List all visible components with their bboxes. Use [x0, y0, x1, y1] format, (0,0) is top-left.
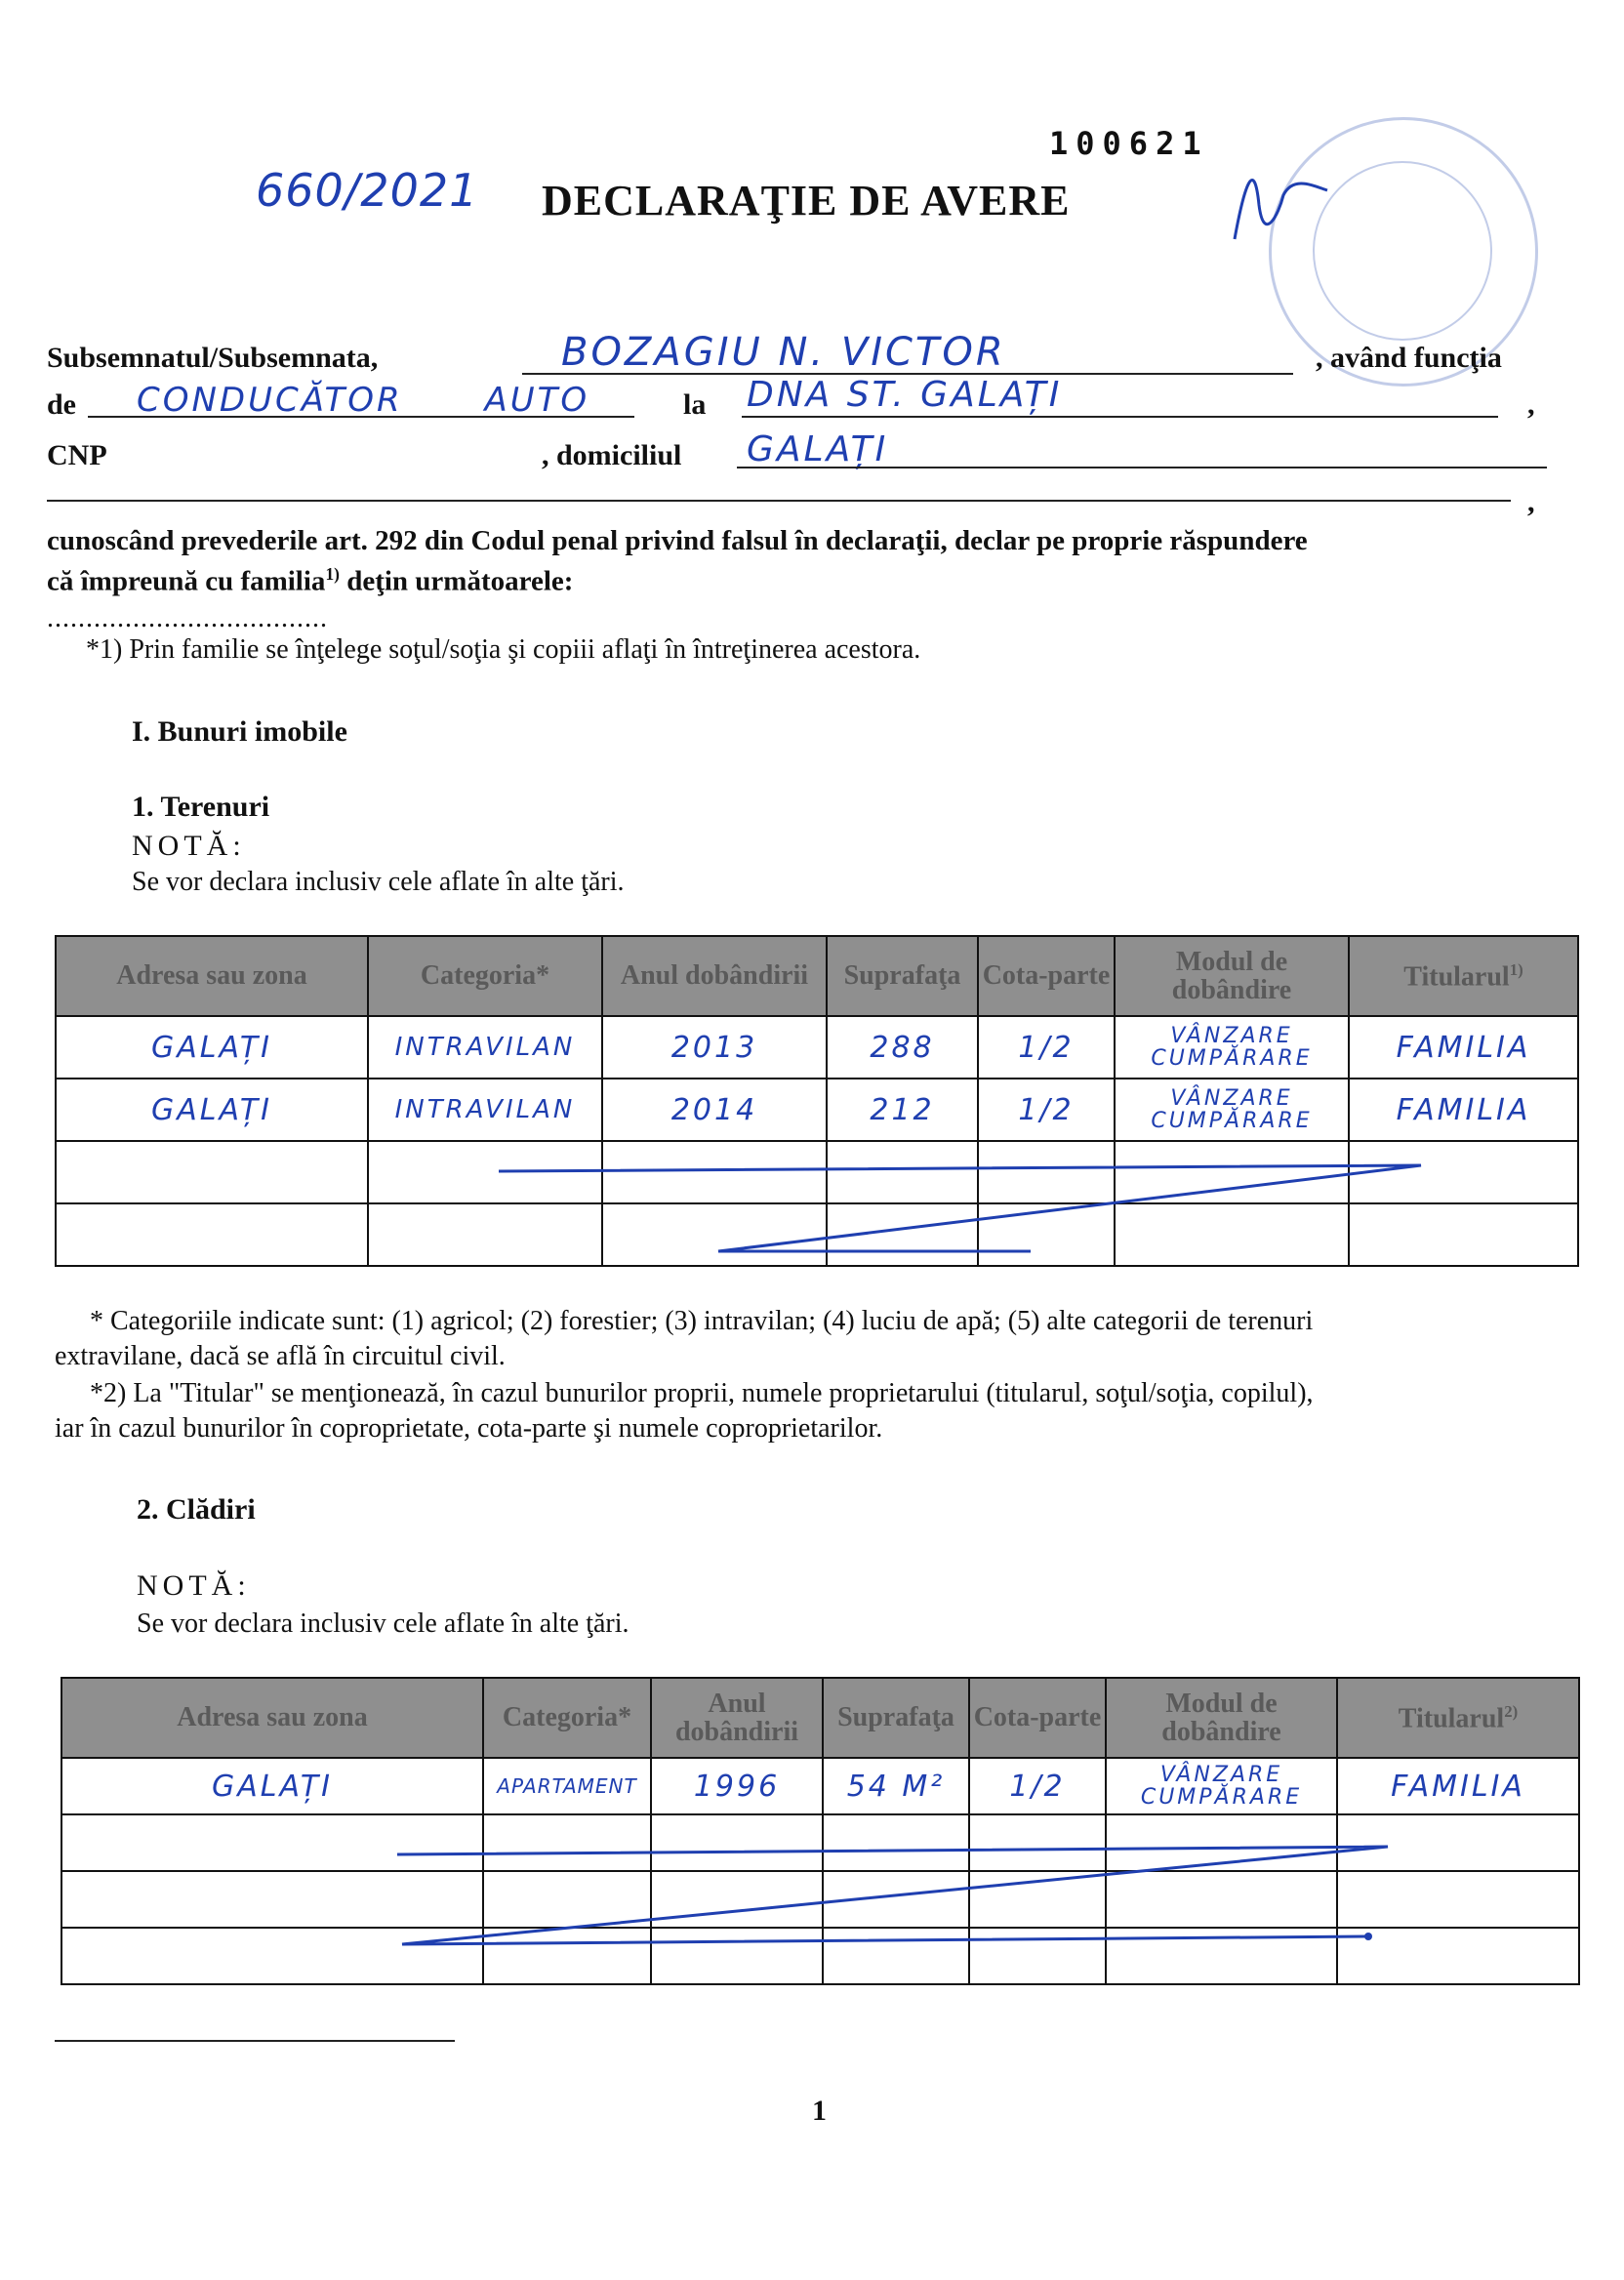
label-cnp: CNP	[47, 439, 107, 471]
cell-suprafata: 54 M²	[823, 1758, 969, 1814]
col-header-titular: Titularul$^{2)}$	[1337, 1678, 1579, 1758]
cell-modul: VÂNZARE CUMPĂRARE	[1115, 1016, 1349, 1079]
col-header-cota: Cota-parte	[978, 936, 1115, 1016]
label-domiciliul: , domiciliul	[542, 439, 682, 471]
col-header-anul: Anul dobândirii	[651, 1678, 823, 1758]
label-la: la	[683, 388, 707, 421]
note-categories: * Categoriile indicate sunt: (1) agricol; (2) forestier; (3) intravilan; (4) luciu de apă; (5) alte categorii de terenuri	[90, 1306, 1314, 1336]
cell-anul: 2014	[602, 1079, 827, 1141]
institution-value: DNA ST. GALAȚI	[747, 375, 1063, 415]
comma: ,	[1527, 388, 1535, 421]
cell-adresa: GALAȚI	[56, 1016, 368, 1079]
cell-titular: FAMILIA	[1349, 1016, 1578, 1079]
institution-underline	[742, 416, 1498, 418]
dotted-separator: ....................................	[47, 603, 328, 633]
cell-adresa: GALAȚI	[56, 1079, 368, 1141]
registration-number: 660/2021	[256, 164, 479, 217]
nota-label-2: NOTĂ:	[137, 1569, 251, 1602]
col-header-cota: Cota-parte	[969, 1678, 1106, 1758]
subsection-cladiri: 2. Clădiri	[137, 1493, 256, 1526]
col-header-categoria: Categoria*	[483, 1678, 651, 1758]
note-categories-cont: extravilane, dacă se află în circuitul civil.	[55, 1341, 506, 1371]
cell-titular: FAMILIA	[1337, 1758, 1579, 1814]
label-avand-functia: , având funcţia	[1316, 342, 1502, 374]
col-header-anul: Anul dobândirii	[602, 936, 827, 1016]
col-header-categoria: Categoria*	[368, 936, 602, 1016]
declarant-name: BOZAGIU N. VICTOR	[561, 330, 1006, 375]
cell-modul: VÂNZARE CUMPĂRARE	[1106, 1758, 1337, 1814]
cell-cota: 1/2	[978, 1016, 1115, 1079]
col-header-suprafata: Suprafaţa	[827, 936, 978, 1016]
label-de: de	[47, 388, 76, 421]
col-header-adresa: Adresa sau zona	[56, 936, 368, 1016]
nota-text: Se vor declara inclusiv cele aflate în alte ţări.	[132, 867, 625, 897]
cell-suprafata: 288	[827, 1016, 978, 1079]
cell-categoria: INTRAVILAN	[368, 1016, 602, 1079]
cell-adresa: GALAȚI	[61, 1758, 483, 1814]
strike-through-mark	[61, 1815, 1578, 1972]
strike-through-mark	[55, 1132, 1577, 1269]
stamp-number: 100621	[1049, 125, 1209, 162]
signature-icon	[1225, 146, 1332, 254]
page-number: 1	[812, 2095, 827, 2127]
nota-text-2: Se vor declara inclusiv cele aflate în alte ţări.	[137, 1608, 629, 1639]
table-row	[56, 1016, 1578, 1079]
footnote-family: *1) Prin familie se înţelege soţul/soţia şi copiii aflaţi în întreţinerea acestora.	[86, 634, 921, 665]
table-row	[61, 1758, 1579, 1814]
footnote-separator	[55, 2040, 455, 2042]
cell-cota: 1/2	[978, 1079, 1115, 1141]
col-header-modul: Modul de dobândire	[1106, 1678, 1337, 1758]
function-underline	[88, 416, 634, 418]
section-heading-imobile: I. Bunuri imobile	[132, 715, 347, 748]
intro-line-2: că împreună cu familia$^{1)}$ deţin următoarele:	[47, 564, 574, 597]
page-title: DECLARAŢIE DE AVERE	[542, 177, 1071, 224]
cell-cota: 1/2	[969, 1758, 1106, 1814]
col-header-modul: Modul de dobândire	[1115, 936, 1349, 1016]
cell-titular: FAMILIA	[1349, 1079, 1578, 1141]
note-titular: *2) La "Titular" se menţionează, în cazul bunurilor proprii, numele proprietarului (titularul, soţul/soţia, copilul),	[90, 1378, 1314, 1408]
cell-anul: 2013	[602, 1016, 827, 1079]
note-titular-cont: iar în cazul bunurilor în coproprietate, cota-parte şi numele coproprietarilor.	[55, 1413, 883, 1444]
comma: ,	[1527, 486, 1535, 518]
nota-label: NOTĂ:	[132, 830, 246, 862]
label-subsemnatul: Subsemnatul/Subsemnata,	[47, 342, 379, 374]
subsection-terenuri: 1. Terenuri	[132, 791, 270, 823]
function-value: CONDUCĂTOR AUTO	[137, 381, 590, 420]
cell-modul: VÂNZARE CUMPĂRARE	[1115, 1079, 1349, 1141]
domicile-underline	[737, 467, 1547, 468]
col-header-titular: Titularul$^{1)}$	[1349, 936, 1578, 1016]
intro-line-1: cunoscând prevederile art. 292 din Codul penal privind falsul în declaraţii, declar pe proprie răspundere	[47, 525, 1308, 556]
col-header-adresa: Adresa sau zona	[61, 1678, 483, 1758]
cell-categoria: INTRAVILAN	[368, 1079, 602, 1141]
cell-anul: 1996	[651, 1758, 823, 1814]
seal-inner-ring-icon	[1313, 161, 1492, 341]
address-continuation-line	[47, 500, 1511, 502]
cell-categoria: APARTAMENT	[483, 1758, 651, 1814]
cell-suprafata: 212	[827, 1079, 978, 1141]
col-header-suprafata: Suprafaţa	[823, 1678, 969, 1758]
domicile-value: GALAȚI	[747, 429, 889, 469]
